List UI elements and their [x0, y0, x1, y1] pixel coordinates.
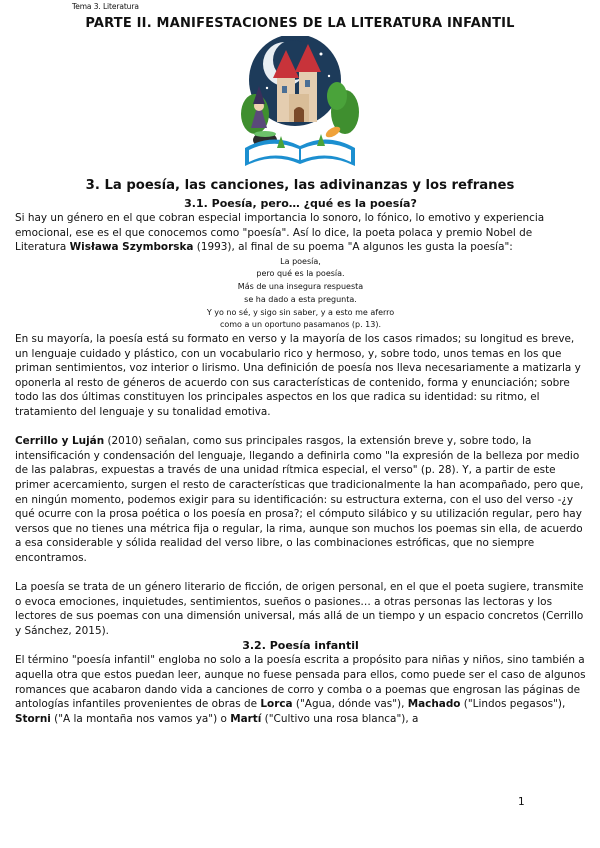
poem-line: como a un oportuno pasamanos (p. 13). [219, 320, 382, 330]
section-heading-3-2: 3.2. Poesía infantil [242, 639, 359, 653]
paragraph: El término "poesía infantil" engloba no solo a la poesía escrita a propósito para niñas y niños, sino también a aquella otra que estos puedan leer, aunque no fuese pensada para ellos, como puede ser el caso de algunos romances que acabaron dando vida a canciones de corro y comba o a poemas que engrosan las páginas de antologías infantiles provenientes de obras de Lorca ("Agua, dónde vas"), Machado ("Lindos pegasos"), Storni ("A la montaña nos vamos ya") o Martí ("Cultivo una rosa blanca"), a [15, 654, 586, 725]
paragraph: En su mayoría, la poesía está su formato en verso y la mayoría de los casos rimados; su longitud es breve, un lenguaje cuidado y plástico, con un vocabulario rico y hermoso, y, sobre todo, unos temas en los que priman sentimientos, voz interior o lirismo. Una definición de poesía nos lleva necesariamente a matizarla y oponerla al resto de géneros de acuerdo con sus características de contenido, forma y enunciación; sobre todo las dos últimas constituyen los principales aspectos en los que radica su identidad: su ritmo, el tratamiento del lenguaje y su tonalidad emotiva. [15, 333, 581, 418]
chapter-title: 3. La poesía, las canciones, las adivinanzas y los refranes [85, 178, 515, 193]
storybook-castle-illustration [237, 36, 363, 170]
poem-line: pero qué es la poesía. [256, 269, 345, 279]
paragraph-intro: Si hay un género en el que cobran especial importancia lo sonoro, lo fónico, lo emotivo y experiencia emocional, ese es el que conocemos como "poesía". Así lo dice, la poeta polaca y premio Nobel de Literatura Wisława Szymborska (1993), al final de su poema "A algunos les gusta la poesía": [15, 212, 545, 254]
section-heading-3-1: 3.1. Poesía, pero… ¿qué es la poesía? [184, 197, 417, 210]
poem-line: se ha dado a esta pregunta. [244, 294, 357, 304]
paragraph: Cerrillo y Luján (2010) señalan, como sus principales rasgos, la extensión breve y, sobre todo, la intensificación y condensación del lenguaje, llegando a definirla como "la expresión de la belleza por medio de las palabras, expuestas a través de una unidad rítmica especial, el verso" (p. 28). Y, a partir de este primer acercamiento, surgen el resto de características que tradicionalmente la han acompañado, pero que, en ningún momento, podemos exigir para su identificación: su estructura externa, con el uso del verso -¿y qué ocurre con la prosa poética o los poesía en prosa?; el cómputo silábico y su utilización regular, pero hay versos que no tienes una métrica fija o regular, la rima, aunque son muchos los poemas sin ella, de acuerdo a esa considerable y sólida realidad del verso libre, o las combinaciones estróficas, que no siempre encontramos. [15, 435, 584, 564]
paragraph: La poesía se trata de un género literario de ficción, de origen personal, en el que el poeta sugiere, transmite o evoca emociones, inquietudes, sentimientos, sueños o pasiones… a otras personas las lectoras y los lectores de sus poemas con una dimensión universal, más allá de un tiempo y un espacio concretos (Cerrillo y Sánchez, 2015). [15, 581, 584, 637]
poem-line: Y yo no sé, y sigo sin saber, y a esto me aferro [206, 307, 395, 317]
poem-line: La poesía, [280, 256, 321, 266]
document-body [15, 196, 586, 726]
page-number: 1 [518, 796, 525, 808]
running-header: Tema 3. Literatura [72, 2, 139, 11]
poem-quote [15, 256, 586, 332]
poem-line: Más de una insegura respuesta [237, 282, 364, 292]
part-title: PARTE II. MANIFESTACIONES DE LA LITERATURA INFANTIL [85, 16, 515, 31]
